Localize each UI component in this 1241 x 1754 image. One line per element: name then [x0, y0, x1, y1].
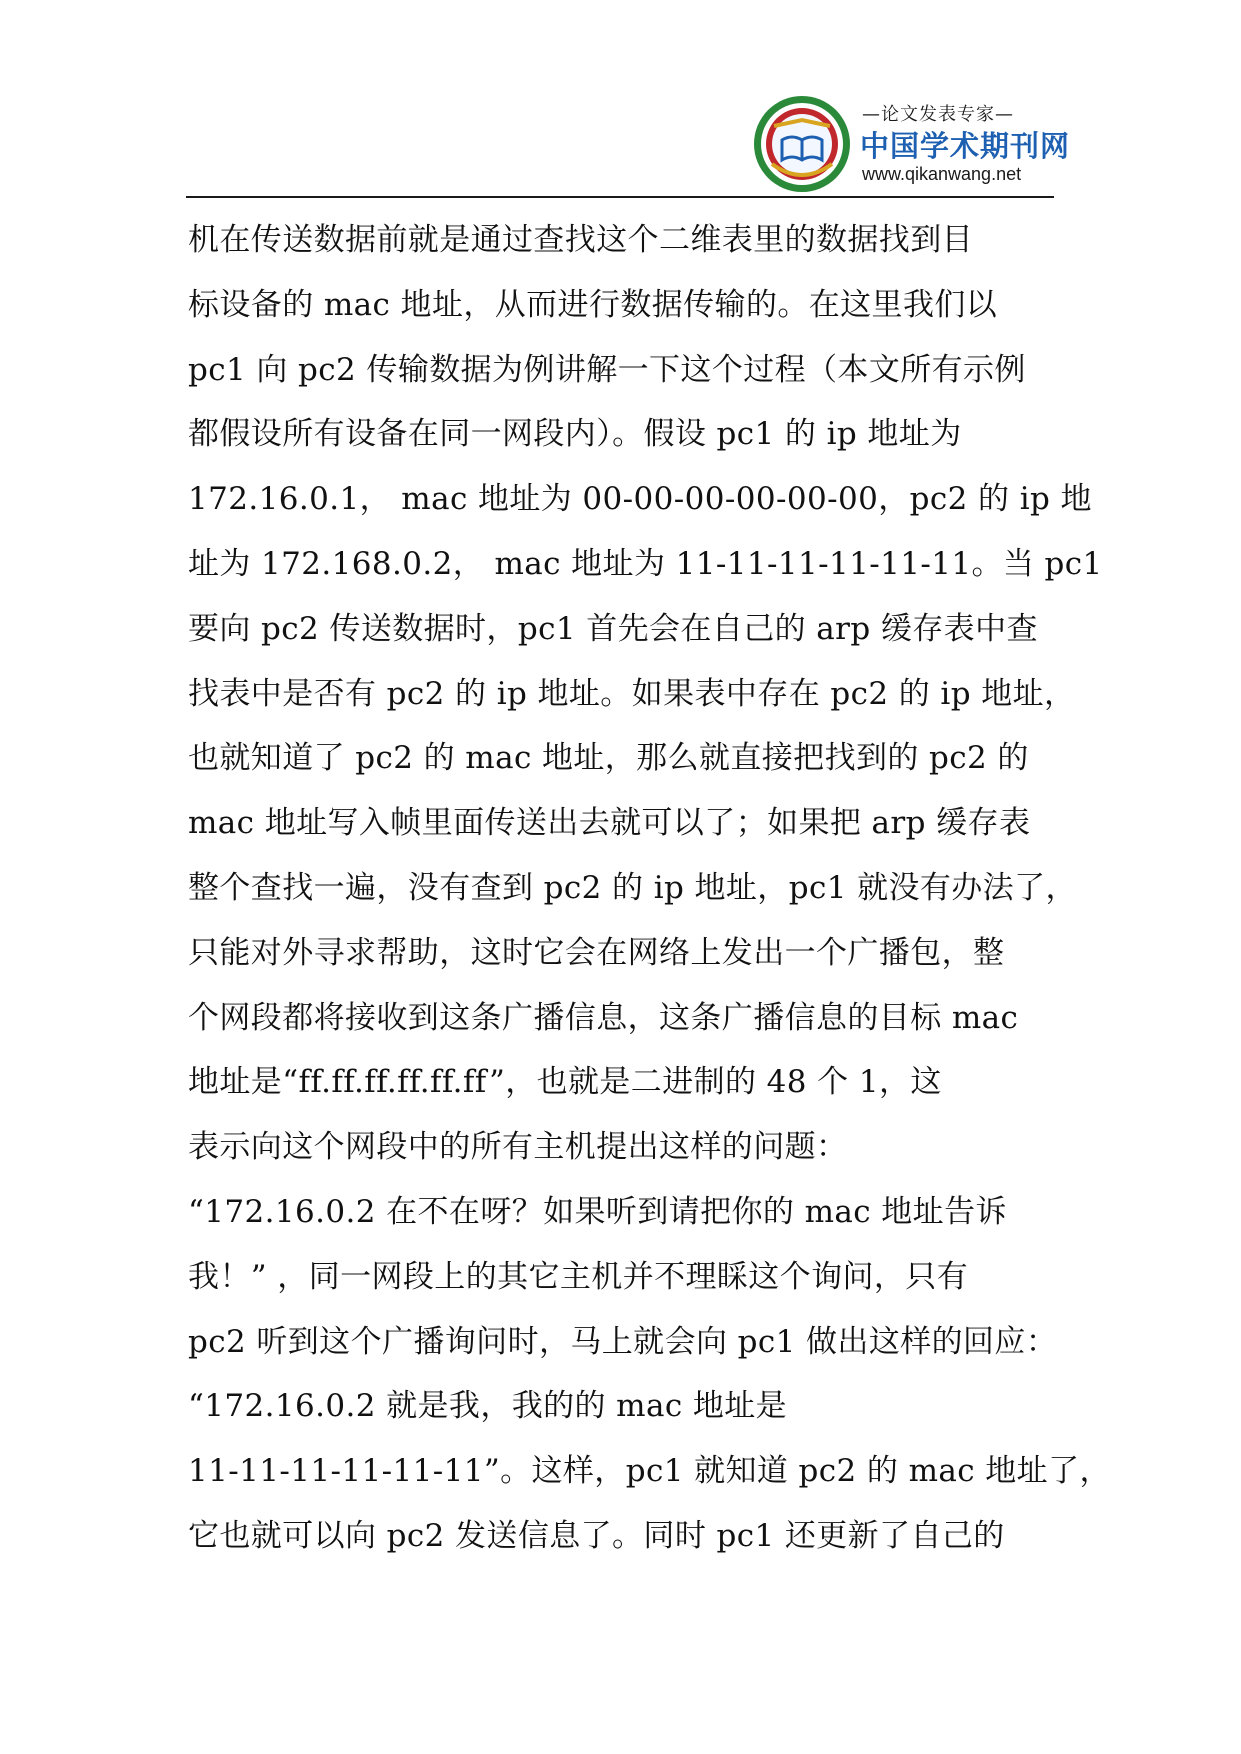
text-line: pc1 向 pc2 传输数据为例讲解一下这个过程（本文所有示例: [188, 351, 1026, 388]
text-line: 我！” ，同一网段上的其它主机并不理睬这个询问，只有: [188, 1258, 969, 1295]
header-divider: [186, 196, 1054, 198]
text-line: 要向 pc2 传送数据时，pc1 首先会在自己的 arp 缓存表中查: [188, 610, 1038, 647]
brand-name: 中国学术期刊网: [860, 129, 1071, 163]
text-line: 机在传送数据前就是通过查找这个二维表里的数据找到目: [188, 222, 973, 258]
publisher-seal-icon: [752, 94, 852, 194]
text-line: 个网段都将接收到这条广播信息，这条广播信息的目标 mac: [188, 999, 1019, 1036]
text-line: 标设备的 mac 地址，从而进行数据传输的。在这里我们以: [188, 286, 998, 323]
text-line: “172.16.0.2 就是我，我的的 mac 地址是: [188, 1388, 788, 1425]
text-line: “172.16.0.2 在不在呀？如果听到请把你的 mac 地址告诉: [188, 1193, 1007, 1230]
text-line: 找表中是否有 pc2 的 ip 地址。如果表中存在 pc2 的 ip 地址，: [188, 675, 1076, 712]
text-line: mac 地址写入帧里面传送出去就可以了；如果把 arp 缓存表: [188, 805, 1031, 842]
document-body: [188, 208, 1111, 1569]
text-line: 址为 172.168.0.2， mac 地址为 11-11-11-11-11-11。当 pc1: [188, 545, 1103, 582]
text-line: 只能对外寻求帮助，这时它会在网络上发出一个广播包，整: [188, 934, 1005, 971]
text-line: 整个查找一遍，没有查到 pc2 的 ip 地址，pc1 就没有办法了，: [188, 869, 1077, 906]
page-header: [0, 0, 1241, 200]
text-line: 11-11-11-11-11-11”。这样，pc1 就知道 pc2 的 mac 地址了，: [188, 1453, 1111, 1490]
brand-url: www.qikanwang.net: [862, 164, 1022, 184]
text-line: 也就知道了 pc2 的 mac 地址，那么就直接把找到的 pc2 的: [188, 740, 1029, 777]
text-line: 地址是“ff.ff.ff.ff.ff.ff”，也就是二进制的 48 个 1，这: [188, 1064, 942, 1101]
publisher-logo: [752, 90, 1071, 194]
brand-text: [860, 100, 1071, 190]
text-line: 表示向这个网段中的所有主机提出这样的问题：: [188, 1129, 848, 1166]
text-line: 172.16.0.1， mac 地址为 00-00-00-00-00-00，pc2 的 ip 地: [188, 481, 1092, 518]
brand-tagline: —论文发表专家—: [862, 104, 1014, 125]
text-line: 都假设所有设备在同一网段内）。假设 pc1 的 ip 地址为: [188, 416, 962, 453]
text-line: pc2 听到这个广播询问时，马上就会向 pc1 做出这样的回应：: [188, 1323, 1058, 1360]
text-line: 它也就可以向 pc2 发送信息了。同时 pc1 还更新了自己的: [188, 1517, 1005, 1554]
